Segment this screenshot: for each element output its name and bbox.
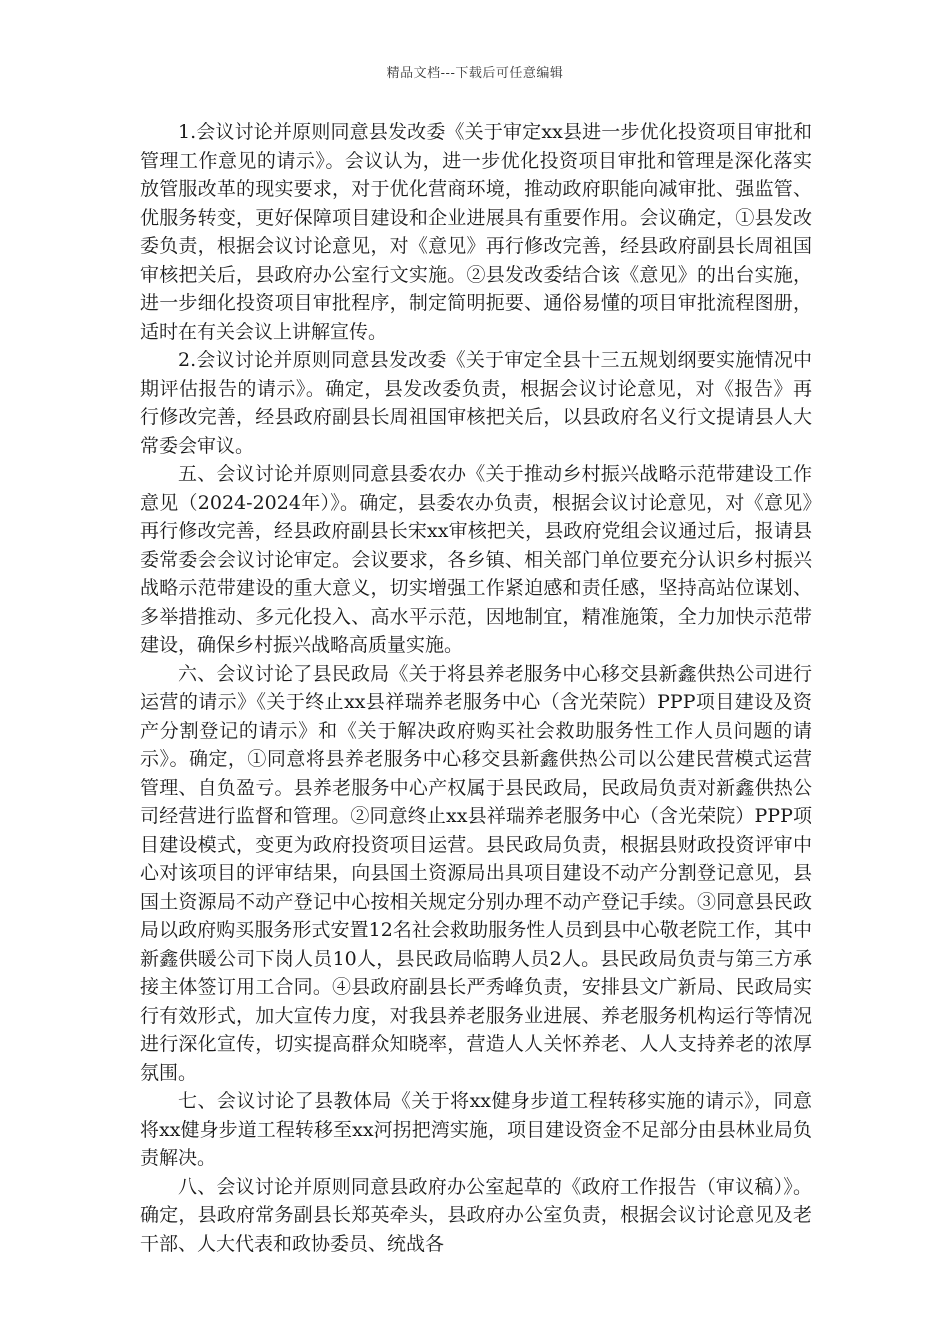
paragraph-section-8: 八、会议讨论并原则同意县政府办公室起草的《政府工作报告（审议稿）》。确定，县政府常务副县长郑英牵头，县政府办公室负责，根据会议讨论意见及老干部、人大代表和政协委员、统战各 — [140, 1175, 812, 1255]
paragraph-item-1: 1.会议讨论并原则同意县发改委《关于审定xx县进一步优化投资项目审批和管理工作意见的请示》。会议认为，进一步优化投资项目审批和管理是深化落实放管服改革的现实要求，对于优化营商环境，推动政府职能向减审批、强监管、优服务转变，更好保障项目建设和企业进展具有重要作用。会议确定，①县发改委负责，根据会议讨论意见，对《意见》再行修改完善，经县政府副县长周祖国审核把关后，县政府办公室行文实施。②县发改委结合该《意见》的出台实施，进一步细化投资项目审批程序，制定简明扼要、通俗易懂的项目审批流程图册，适时在有关会议上讲解宣传。 — [140, 121, 812, 343]
page-header: 精品文档---下载后可任意编辑 — [386, 66, 564, 81]
paragraph-section-7: 七、会议讨论了县教体局《关于将xx健身步道工程转移实施的请示》，同意将xx健身步道工程转移至xx河拐把湾实施，项目建设资金不足部分由县林业局负责解决。 — [140, 1090, 812, 1169]
paragraph-section-6: 六、会议讨论了县民政局《关于将县养老服务中心移交县新鑫供热公司进行运营的请示》《关于终止xx县祥瑞养老服务中心（含光荣院）PPP项目建设及资产分割登记的请示》和《关于解决政府购买社会救助服务性工作人员问题的请示》。确定，①同意将县养老服务中心移交县新鑫供热公司以公建民营模式运营管理、自负盈亏。县养老服务中心产权属于县民政局，民政局负责对新鑫供热公司经营进行监督和管理。②同意终止xx县祥瑞养老服务中心（含光荣院）PPP项目建设模式，变更为政府投资项目运营。县民政局负责，根据县财政投资评审中心对该项目的评审结果，向县国土资源局出具项目建设不动产分割登记意见，县国土资源局不动产登记中心按相关规定分别办理不动产登记手续。③同意县民政局以政府购买服务形式安置12名社会救助服务性人员到县中心敬老院工作，其中新鑫供暖公司下岗人员10人，县民政局临聘人员2人。县民政局负责与第三方承接主体签订用工合同。④县政府副县长严秀峰负责，安排县文广新局、民政局实行有效形式，加大宣传力度，对我县养老服务业进展、养老服务机构运行等情况进行深化宣传，切实提高群众知晓率，营造人人关怀养老、人人支持养老的浓厚氛围。 — [140, 662, 812, 1084]
paragraph-section-5: 五、会议讨论并原则同意县委农办《关于推动乡村振兴战略示范带建设工作意见（2024-2024年）》。确定，县委农办负责，根据会议讨论意见，对《意见》再行修改完善，经县政府副县长宋xx审核把关，县政府党组会议通过后，报请县委常委会会议讨论审定。会议要求，各乡镇、相关部门单位要充分认识乡村振兴战略示范带建设的重大意义，切实增强工作紧迫感和责任感，坚持高站位谋划、多举措推动、多元化投入、高水平示范，因地制宜，精准施策，全力加快示范带建设，确保乡村振兴战略高质量实施。 — [140, 463, 812, 656]
paragraph-item-2: 2.会议讨论并原则同意县发改委《关于审定全县十三五规划纲要实施情况中期评估报告的请示》。确定，县发改委负责，根据会议讨论意见，对《报告》再行修改完善，经县政府副县长周祖国审核把关后，以县政府名义行文提请县人大常委会审议。 — [140, 349, 812, 457]
document-body — [140, 118, 812, 1258]
